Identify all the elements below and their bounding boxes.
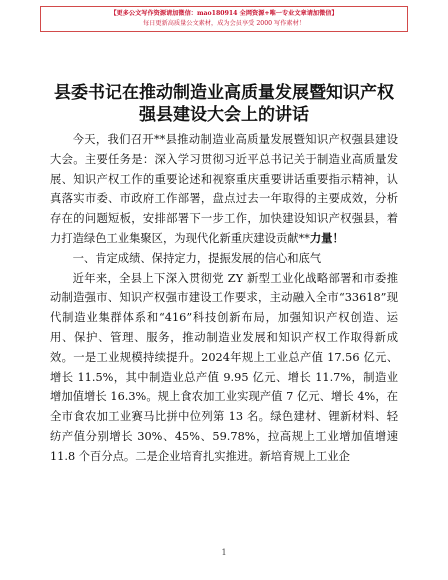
title-line-1: 县委书记在推动制造业高质量发展暨知识产权 [54, 83, 394, 103]
document-title [40, 82, 408, 126]
title-line-2: 强县建设大会上的讲话 [139, 105, 309, 125]
document-body [50, 130, 398, 467]
banner-line-2: 每日更新高质量公文素材，成为会员享受 2000 写作素材！ [143, 20, 305, 27]
section-heading-1: 一、肯定成绩、保持定力，提振发展的信心和底气 [72, 251, 322, 265]
paragraph-intro-text: 今天，我们召开**县推动制造业高质量发展暨知识产权强县建设大会。主要任务是：深入学习贯彻习近平总书记关于制造业高质量发展、知识产权工作的重要论述和视察重庆重要讲话重要指示精神，认真落实市委、市政府工作部署，盘点过去一年取得的主要成效，分析存在的问题短板，安排部署下一步工作，加快建设知识产权强县，着力打造绿色工业集聚区，为现代化新重庆建设贡献** [50, 133, 398, 245]
paragraph-achievements: 近年来，全县上下深入贯彻党 ZY 新型工业化战略部署和市委推动制造强市、知识产权强市建设工作要求，主动融入全市“33618”现代制造业集群体系和“416”科技创新布局，加强知识产权创造、运用、保护、管理、服务，推动制造业发展和知识产权工作取得新成效。一是工业规模持续提升。2024年规上工业总产值 17.56 亿元、增长 11.5%，其中制造业总产值 9.95 亿元、增长 11.7%，制造业增加值增长 16.3%。规上食农加工业实现产值 7 亿元、增长 4%，在全市食农加工业赛马比拼中位列第 13 名。绿色建材、锂新材料、轻纺产值分别增长 30%、45%、59.78%，拉高规上工业增加值增速11.8 个百分点。二是企业培育扎实推进。新培育规上工业企 [50, 271, 398, 463]
paragraph-intro [50, 130, 398, 249]
page-number: 1 [221, 548, 227, 557]
promo-banner [40, 6, 408, 32]
paragraph-intro-bold: 力量！ [309, 230, 344, 245]
banner-line-1: 【更多公文写作资源请加微信：mao180914 全网资源+唯一专业文章请加微信】 [110, 10, 338, 17]
